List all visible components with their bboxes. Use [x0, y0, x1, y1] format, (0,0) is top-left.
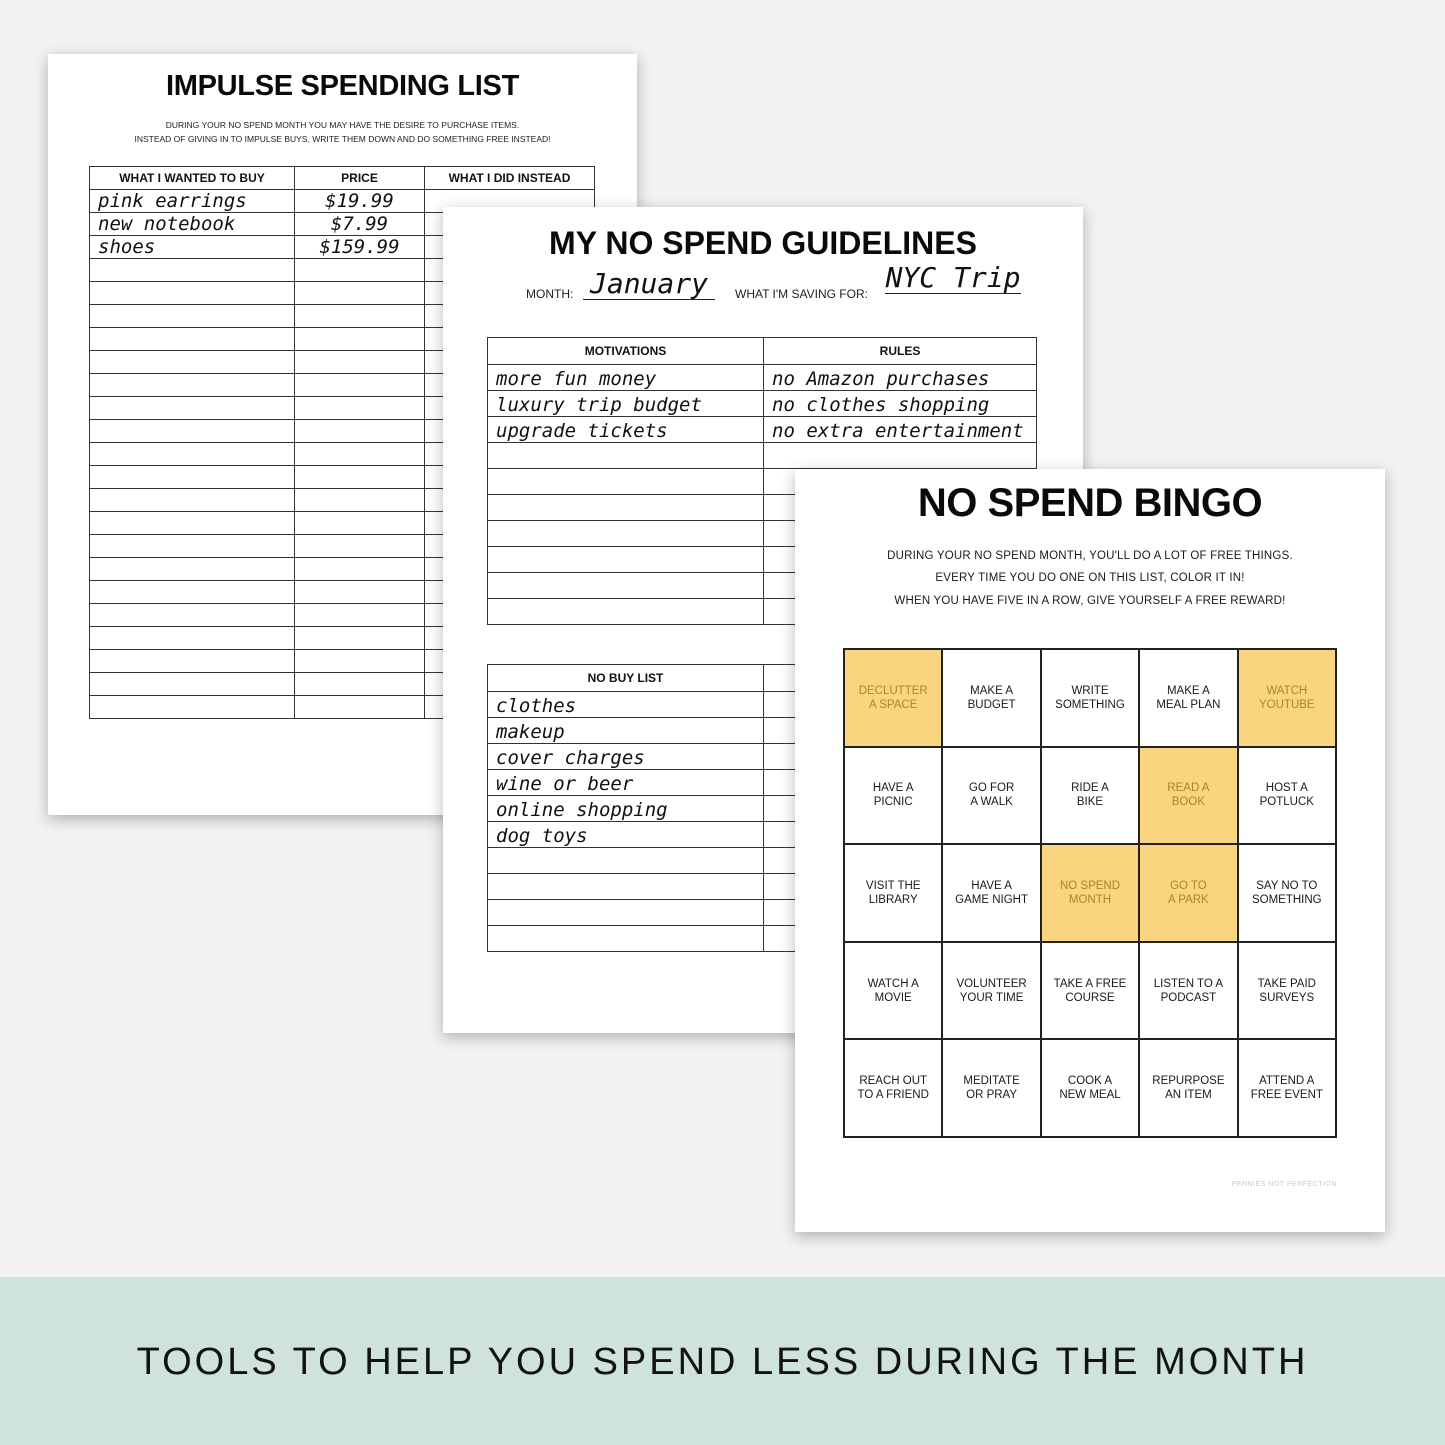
- rule-cell: no extra entertainment: [764, 417, 1037, 443]
- item-cell: [90, 374, 295, 397]
- price-cell: $159.99: [295, 236, 425, 259]
- item-cell: shoes: [90, 236, 295, 259]
- bingo-page: [795, 469, 1385, 1232]
- item-cell: [90, 466, 295, 489]
- no-buy-cell: dog toys: [488, 822, 764, 848]
- price-cell: [295, 374, 425, 397]
- bingo-cell[interactable]: TAKE A FREE COURSE: [1041, 942, 1139, 1040]
- item-cell: new notebook: [90, 213, 295, 236]
- no-buy-cell: cover charges: [488, 744, 764, 770]
- item-cell: pink earrings: [90, 190, 295, 213]
- table-row: [488, 417, 1037, 443]
- price-cell: [295, 420, 425, 443]
- price-cell: [295, 259, 425, 282]
- motivations-header: MOTIVATIONS: [488, 338, 764, 365]
- no-buy-cell: makeup: [488, 718, 764, 744]
- bingo-line-3: WHEN YOU HAVE FIVE IN A ROW, GIVE YOURSELF A FREE REWARD!: [894, 595, 1286, 607]
- bingo-cell[interactable]: RIDE A BIKE: [1041, 747, 1139, 845]
- bingo-cell[interactable]: GO TO A PARK: [1139, 844, 1237, 942]
- bingo-cell[interactable]: MAKE A BUDGET: [942, 649, 1040, 747]
- bingo-cell[interactable]: REACH OUT TO A FRIEND: [844, 1039, 942, 1137]
- price-cell: [295, 673, 425, 696]
- bingo-cell[interactable]: NO SPEND MONTH: [1041, 844, 1139, 942]
- no-buy-cell: [488, 874, 764, 900]
- rule-cell: no Amazon purchases: [764, 365, 1037, 391]
- item-cell: [90, 420, 295, 443]
- motivation-cell: [488, 495, 764, 521]
- impulse-title: IMPULSE SPENDING LIST: [165, 70, 519, 102]
- price-cell: [295, 627, 425, 650]
- no-buy-cell: [488, 848, 764, 874]
- bingo-cell[interactable]: GO FOR A WALK: [942, 747, 1040, 845]
- price-cell: [295, 535, 425, 558]
- bingo-cell[interactable]: REPURPOSE AN ITEM: [1139, 1039, 1237, 1137]
- bingo-title: NO SPEND BINGO: [917, 481, 1263, 525]
- motivation-cell: more fun money: [488, 365, 764, 391]
- item-cell: [90, 259, 295, 282]
- item-cell: [90, 604, 295, 627]
- column-header: WHAT I WANTED TO BUY: [90, 167, 295, 190]
- impulse-subtitle-2: INSTEAD OF GIVING IN TO IMPULSE BUYS, WRITE THEM DOWN AND DO SOMETHING FREE INSTEAD!: [134, 134, 551, 144]
- price-cell: $19.99: [295, 190, 425, 213]
- impulse-header-row: [90, 167, 595, 190]
- item-cell: [90, 535, 295, 558]
- bingo-cell[interactable]: DECLUTTER A SPACE: [844, 649, 942, 747]
- column-header: WHAT I DID INSTEAD: [425, 167, 595, 190]
- bingo-cell[interactable]: WATCH YOUTUBE: [1238, 649, 1336, 747]
- bingo-cell[interactable]: VISIT THE LIBRARY: [844, 844, 942, 942]
- bingo-cell[interactable]: WATCH A MOVIE: [844, 942, 942, 1040]
- price-cell: [295, 650, 425, 673]
- rule-cell: no clothes shopping: [764, 391, 1037, 417]
- table-row: [488, 365, 1037, 391]
- price-cell: [295, 397, 425, 420]
- no-buy-cell: online shopping: [488, 796, 764, 822]
- bingo-cell[interactable]: MEDITATE OR PRAY: [942, 1039, 1040, 1137]
- no-buy-header: NO BUY LIST: [488, 665, 764, 692]
- motivation-cell: [488, 521, 764, 547]
- table-row: [488, 391, 1037, 417]
- impulse-subtitle-1: DURING YOUR NO SPEND MONTH YOU MAY HAVE THE DESIRE TO PURCHASE ITEMS.: [165, 120, 520, 130]
- item-cell: [90, 328, 295, 351]
- item-cell: [90, 489, 295, 512]
- bingo-cell[interactable]: SAY NO TO SOMETHING: [1238, 844, 1336, 942]
- bingo-cell[interactable]: ATTEND A FREE EVENT: [1238, 1039, 1336, 1137]
- bingo-cell[interactable]: TAKE PAID SURVEYS: [1238, 942, 1336, 1040]
- bingo-cell[interactable]: VOLUNTEER YOUR TIME: [942, 942, 1040, 1040]
- caption-band: [0, 1277, 1445, 1445]
- bingo-cell[interactable]: HAVE A GAME NIGHT: [942, 844, 1040, 942]
- price-cell: [295, 489, 425, 512]
- no-buy-cell: clothes: [488, 692, 764, 718]
- price-cell: [295, 581, 425, 604]
- motivation-cell: [488, 573, 764, 599]
- bingo-cell[interactable]: COOK A NEW MEAL: [1041, 1039, 1139, 1137]
- motivations-header-row: [488, 338, 1037, 365]
- month-label: MONTH:: [526, 287, 574, 301]
- bingo-line-2: EVERY TIME YOU DO ONE ON THIS LIST, COLOR IT IN!: [935, 572, 1245, 584]
- no-buy-cell: [488, 926, 764, 952]
- price-cell: [295, 604, 425, 627]
- item-cell: [90, 650, 295, 673]
- column-header: PRICE: [295, 167, 425, 190]
- item-cell: [90, 696, 295, 719]
- rule-cell: [764, 443, 1037, 469]
- motivation-cell: [488, 547, 764, 573]
- month-value: January: [583, 269, 715, 300]
- item-cell: [90, 627, 295, 650]
- price-cell: [295, 351, 425, 374]
- table-row: [488, 443, 1037, 469]
- no-buy-cell: [488, 900, 764, 926]
- saving-label: WHAT I'M SAVING FOR:: [735, 287, 868, 301]
- no-buy-cell: wine or beer: [488, 770, 764, 796]
- caption-text: TOOLS TO HELP YOU SPEND LESS DURING THE MONTH: [136, 1341, 1309, 1383]
- motivation-cell: luxury trip budget: [488, 391, 764, 417]
- item-cell: [90, 305, 295, 328]
- motivation-cell: [488, 443, 764, 469]
- bingo-grid: [843, 648, 1337, 1138]
- price-cell: [295, 696, 425, 719]
- bingo-cell[interactable]: HAVE A PICNIC: [844, 747, 942, 845]
- motivation-cell: [488, 599, 764, 625]
- item-cell: [90, 397, 295, 420]
- price-cell: [295, 466, 425, 489]
- price-cell: [295, 282, 425, 305]
- item-cell: [90, 282, 295, 305]
- item-cell: [90, 512, 295, 535]
- price-cell: [295, 512, 425, 535]
- price-cell: [295, 328, 425, 351]
- price-cell: $7.99: [295, 213, 425, 236]
- guidelines-title: MY NO SPEND GUIDELINES: [549, 225, 977, 261]
- bingo-cell[interactable]: WRITE SOMETHING: [1041, 649, 1139, 747]
- item-cell: [90, 351, 295, 374]
- bingo-line-1: DURING YOUR NO SPEND MONTH, YOU'LL DO A LOT OF FREE THINGS.: [887, 550, 1293, 562]
- price-cell: [295, 305, 425, 328]
- bingo-cell[interactable]: MAKE A MEAL PLAN: [1139, 649, 1237, 747]
- item-cell: [90, 581, 295, 604]
- motivation-cell: upgrade tickets: [488, 417, 764, 443]
- item-cell: [90, 443, 295, 466]
- bingo-cell[interactable]: READ A BOOK: [1139, 747, 1237, 845]
- price-cell: [295, 558, 425, 581]
- motivation-cell: [488, 469, 764, 495]
- rules-header: RULES: [764, 338, 1037, 365]
- bingo-cell[interactable]: HOST A POTLUCK: [1238, 747, 1336, 845]
- saving-value: NYC Trip: [885, 261, 1021, 294]
- price-cell: [295, 443, 425, 466]
- bingo-cell[interactable]: LISTEN TO A PODCAST: [1139, 942, 1237, 1040]
- item-cell: [90, 673, 295, 696]
- item-cell: [90, 558, 295, 581]
- brand-footer: PENNIES NOT PERFECTION: [1231, 1181, 1337, 1188]
